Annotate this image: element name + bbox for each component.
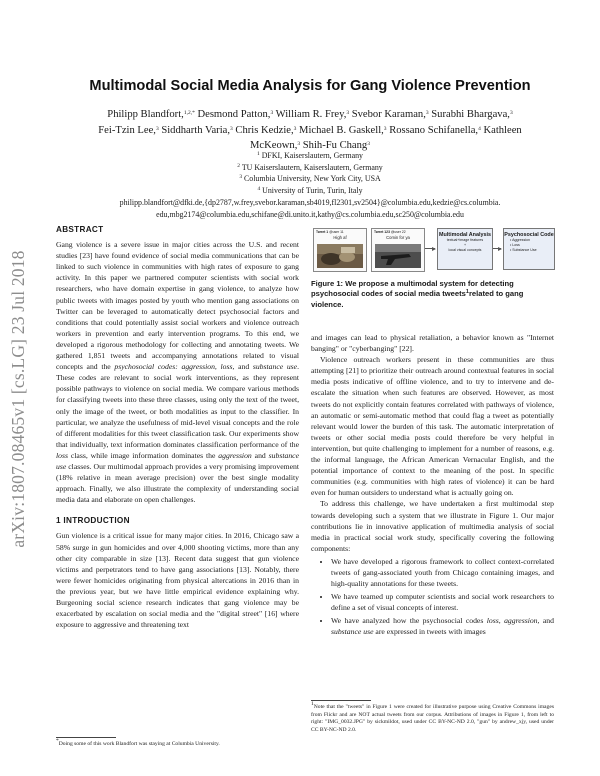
author-sup: 3 — [425, 110, 429, 116]
figure-1 — [311, 222, 554, 274]
author-sup: 3 — [155, 125, 159, 132]
box-item: • Loss — [510, 243, 520, 247]
footnote-left — [56, 737, 299, 749]
box-item: • Aggression — [510, 238, 531, 242]
author-name: Kathleen — [480, 124, 522, 136]
affiliation — [130, 185, 490, 197]
paragraph: Violence outreach workers present in these communities are thus attempting [21] to prioritize their outreach around contextual features in social media posts indicative of offline violence, and to try to intervene and de-escalate the situation when such features are observed. However, as most tweets do not explicitly contain features correlated with pathways of violence, an automatic or semi-automatic method that could flag a tweet as potentially relevant would lower the burden of this task. The automatic interpretation of tweets or other social media posts could therefore be very helpful in intervention, but quite challenging to implement for a number of reasons, e.g. the informal language, the African American Vernacular English, and the potential importance of context to the meaning of the post. In specific communities (e.g. communities with high rates of violence) it can be hard even for human outsiders to understand what is actually going on. — [311, 355, 554, 498]
tweet-card — [371, 228, 425, 272]
affiliation — [130, 162, 490, 174]
box-title: Multimodal Analysis — [439, 232, 491, 238]
affiliation-sup: 1 — [257, 151, 260, 157]
author-sup: 3 — [509, 110, 513, 116]
affiliation-text: University of Turin, Turin, Italy — [260, 185, 363, 195]
footnote-text: Doing some of this work Blandfort was staying at Columbia University. — [58, 741, 220, 747]
tweet-text: Comin for ya — [386, 235, 410, 240]
affiliation-text: DFKI, Kaiserslautern, Germany — [259, 151, 363, 160]
author-name: Surabhi Bhargava, — [428, 109, 510, 120]
email-line: edu,mbg2174@columbia.edu,schifane@di.unito.it,kathy@cs.columbia.edu,sc250@columbia.edu — [156, 209, 464, 219]
paper-title: Multimodal Social Media Analysis for Gang Violence Prevention — [89, 78, 531, 94]
author-name: Svebor Karaman, — [349, 109, 426, 120]
left-column — [56, 224, 299, 630]
author-name: Siddharth Varia, — [158, 124, 230, 136]
arrow-icon — [425, 248, 435, 249]
author-sup: 4 — [478, 125, 481, 132]
box-item: local visual concepts — [448, 248, 482, 252]
introduction-text: Gun violence is a critical issue for many major cities. In 2016, Chicago saw a 58% surge in gun homicides and over 4,000 shooting victims, more than any other city comparable in size [13]. Recent data suggest that gun violence victims and perpetrators tend to have gang associations [13]. Notably, there were fewer homicides originating from physical altercations in 2016 than in the previous year, but we have little empirical evidence explaining why. Burgeoning social science research indicates that gang violence may be exacerbated by escalation on social media and the "digital street" [16] where exposure to aggressive and threatening text — [56, 531, 299, 630]
footnote-mark: 1 — [311, 701, 314, 707]
author-name: Desmond Patton, — [194, 109, 271, 120]
email-list — [60, 197, 560, 220]
author-name: Fei-Tzin Lee, — [98, 124, 156, 136]
tweet-text: High af — [333, 235, 347, 240]
author-sup: 3 — [383, 125, 387, 132]
tweet-card — [313, 228, 367, 272]
author-name: William R. Frey, — [273, 109, 347, 120]
affiliation-text: Columbia University, New York City, USA — [242, 174, 381, 184]
abstract-heading: ABSTRACT — [56, 225, 104, 234]
introduction-heading: 1 INTRODUCTION — [56, 516, 130, 526]
affiliation — [130, 173, 490, 185]
author-sup: 3 — [297, 141, 301, 147]
box-item: textual+image features — [446, 238, 484, 242]
box-title: Psychosocial Code — [504, 232, 554, 238]
author-sup: 3 — [367, 141, 370, 147]
author-sup: 3 — [346, 110, 350, 116]
tweet-label: Tweet 123 — [374, 230, 390, 234]
tweet-user: @user 11 — [328, 230, 344, 234]
author-name: Michael B. Gaskell, — [296, 124, 384, 136]
author-list — [80, 107, 540, 154]
figure-caption: Figure 1: We propose a multimodal system for detecting psychosocial codes of social media tweets$^1$related to gang violence. — [311, 279, 524, 309]
paragraph: To address this challenge, we have undertaken a first multimodal step towards developing such a system that we illustrate in Figure 1. Our major contributions lie in innovative application of multimedia analysis of social media in practical social work study, specifically covering the following components: — [311, 499, 554, 553]
author-name: Rossano Schifanella, — [386, 124, 479, 136]
list-item: • We have teamed up computer scientists and social work researchers to define a set of visual concepts of interest. — [331, 591, 554, 613]
email-line: philipp.blandfort@dfki.de,{dp2787,w.frey,svebor.karaman,sb4019,fl2301,sv2504}@columbia.edu,kedzie@cs.columbia. — [119, 198, 501, 207]
author-name: Philipp Blandfort, — [107, 109, 184, 120]
arxiv-id-text: arXiv:1807.08465v1 [cs.LG] 23 Jul 2018 — [8, 250, 28, 548]
footnote-right — [311, 700, 554, 734]
abstract-text: Gang violence is a severe issue in major cities across the U.S. and recent studies [23] have found evidence of social media communications that can be linked to such violence in communities with high rates of exposure to gang activity. In this paper we partnered computer scientists with social work researchers, who have domain expertise in gang violence, to analyze how public tweets with images posted by youth who mention gang associations on Twitter can be leveraged to automatically detect psychosocial factors and conditions that could potentially assist social workers and violence outreach workers in prevention and early intervention programs. To this end, we developed a rigorous methodology for collecting and annotating tweets. We gathered 1,851 tweets and accompanying annotations related to visual concepts and the psychosocial codes: aggression, loss, and substance use. These codes are relevant to social work interventions, as they represent possible pathways to violence on social media. We compare various methods for classifying tweets into these three classes, using only the text of the tweet, only the image of the tweet, or both modalities as input to the classifier. In particular, we analyze the usefulness of mid-level visual concepts and the role of different modalities for this tweet classification task. Our experiments show that individually, text information dominates classification performance of the loss class, while image information dominates the aggression and substance use classes. Our multimodal approach provides a very promising improvement (18% relative in mean average precision) over the best single modality approach. Finally, we also illustrate the complexity of understanding social media data and elaborate on open challenges. — [56, 240, 299, 505]
right-column — [311, 332, 554, 640]
affiliation-sup: 3 — [239, 174, 243, 181]
author-name: Chris Kedzie, — [232, 124, 294, 136]
paragraph: and images can lead to physical retaliation, a behavior known as "Internet banging" or "cyberbanging" [22]. — [311, 333, 554, 354]
affiliation-sup: 4 — [257, 185, 261, 192]
arrow-icon — [493, 248, 501, 249]
tweet-image-photo — [317, 244, 363, 268]
psychosocial-code-box — [503, 228, 555, 270]
author-sup: 1,2,* — [183, 110, 195, 116]
footnote-mark: * — [56, 738, 59, 744]
list-item: • We have developed a rigorous framework to collect context-correlated tweets of gang-associated youth from Chicago containing images, and high-quality annotations for these tweets. — [331, 556, 554, 589]
footnote-text: Note that the "tweets" in Figure 1 were created for illustrative purpose using Creative Commons images from Flickr and are NOT actual tweets from our corpus. Attributions of images in Figure 1, from left to right: "IMG_0032.JPG" by sickmildot, used under CC BY-NC-ND 2.0, "gun" by andrew_xjy, used under CC BY-NC-ND 2.0. — [311, 704, 554, 733]
author-sup: 3 — [270, 110, 274, 116]
box-item: • Substance Use — [510, 248, 537, 252]
affiliation-sup: 2 — [237, 162, 241, 169]
tweet-user: @user 22 — [389, 230, 406, 234]
author-name: McKeown, — [250, 140, 298, 151]
multimodal-analysis-box — [437, 228, 493, 270]
author-sup: 3 — [230, 125, 233, 132]
author-name: Shih-Fu Chang — [300, 140, 368, 151]
affiliation — [130, 150, 490, 162]
tweet-image-gun — [375, 244, 421, 268]
contribution-list — [311, 556, 554, 638]
author-sup: 3 — [293, 125, 297, 132]
tweet-label: Tweet 1 — [316, 230, 329, 234]
affiliation-text: TU Kaiserslautern, Kaiserslautern, Germany — [240, 162, 383, 172]
affiliation-list — [130, 150, 490, 196]
arxiv-stamp — [8, 218, 30, 578]
list-item: • We have analyzed how the psychosocial codes loss, aggression, and substance use are expressed in tweets with images — [331, 615, 554, 637]
box-item: + — [463, 243, 467, 247]
